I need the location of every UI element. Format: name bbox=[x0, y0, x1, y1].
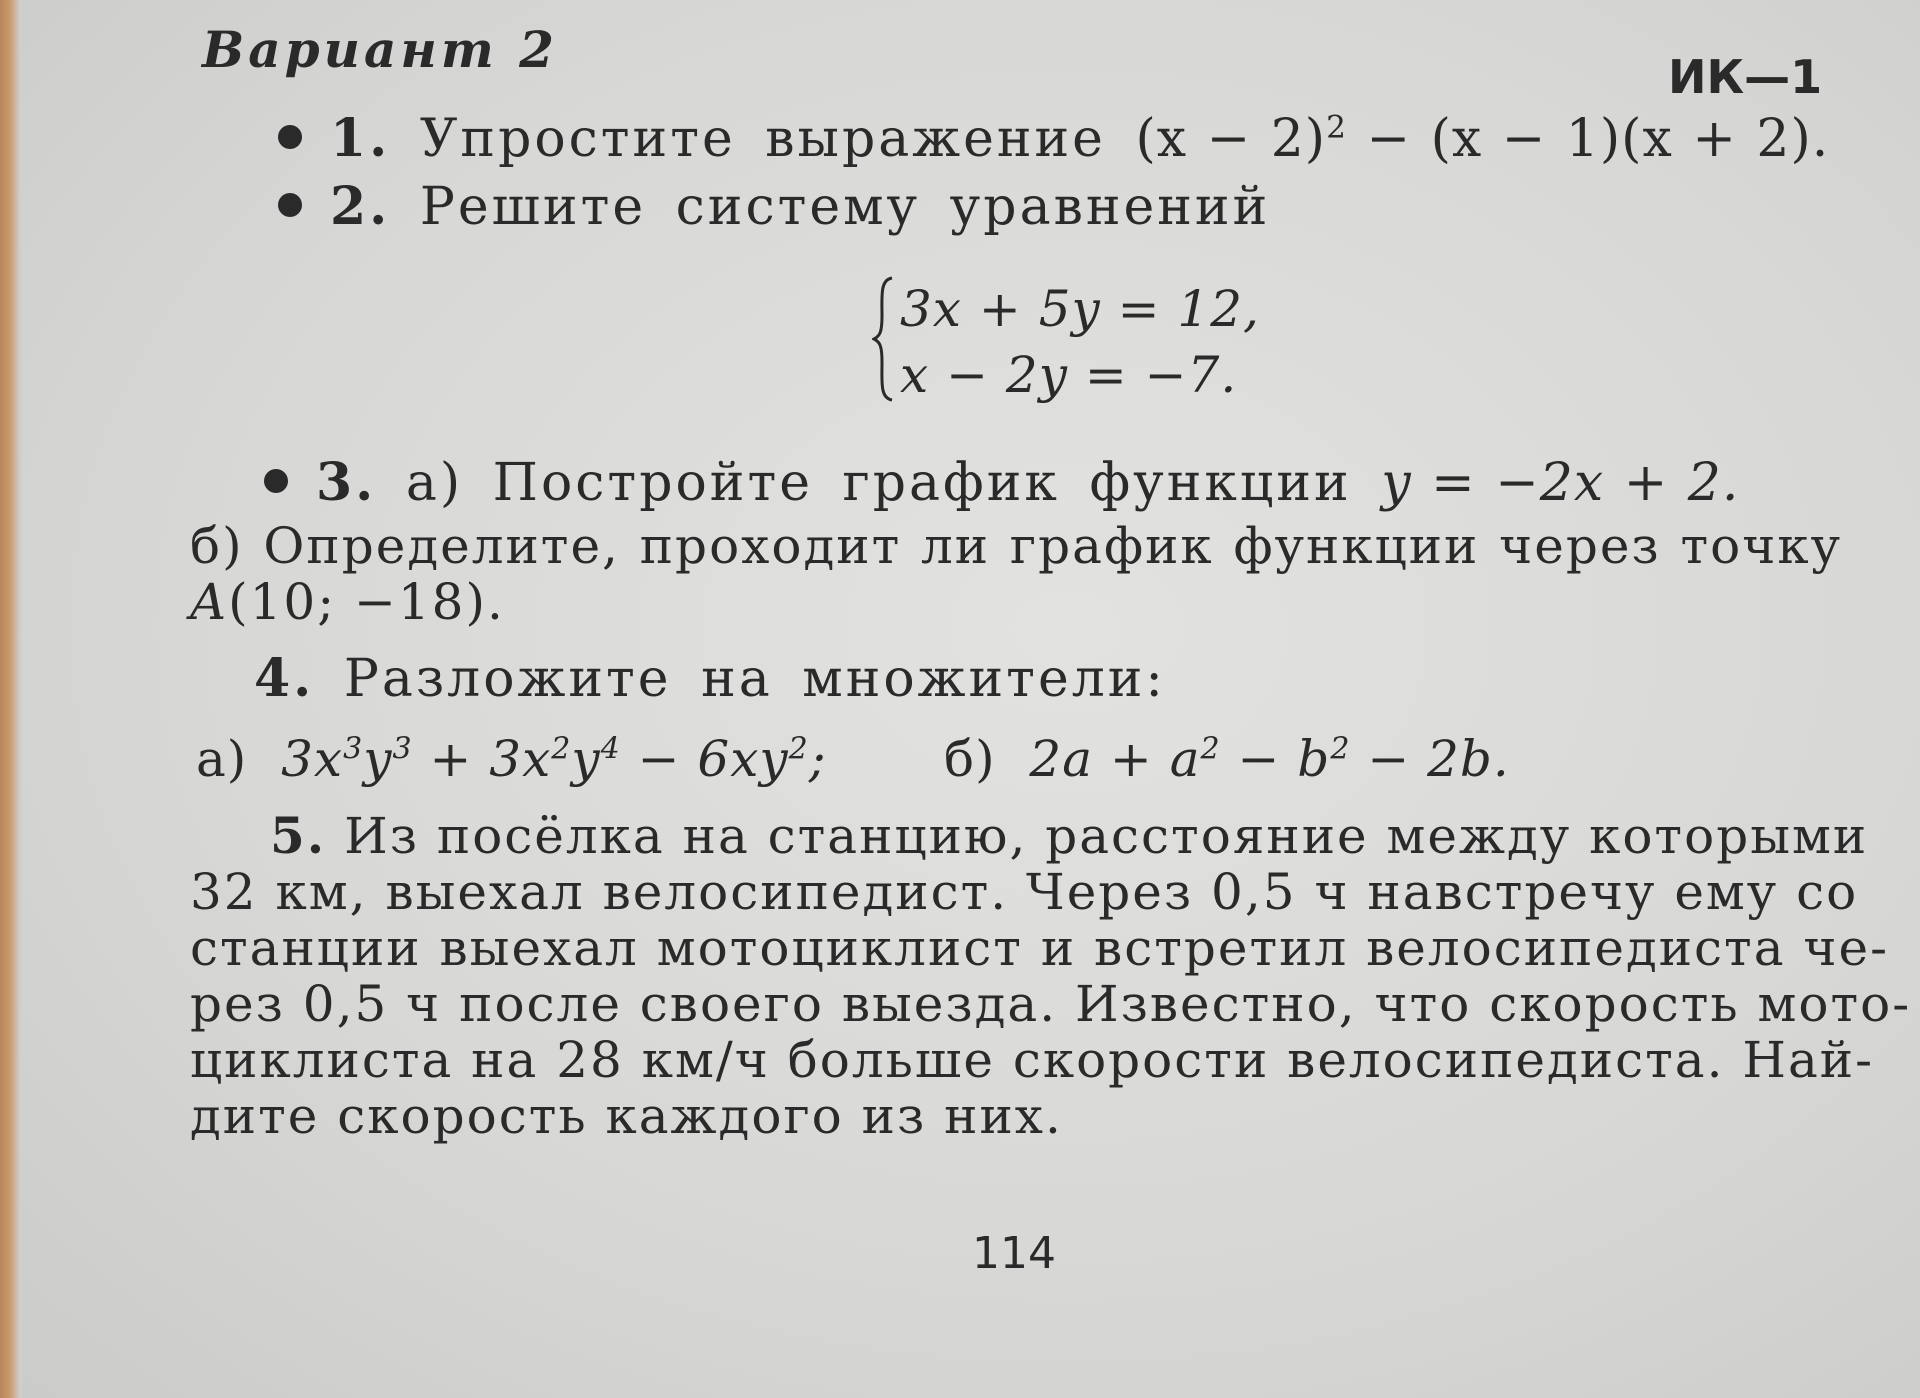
task-5-line-5: циклиста на 28 км/ч больше скорости велосипедиста. Най- bbox=[190, 1031, 1875, 1089]
task-3a-expression: y = −2x + 2. bbox=[1381, 453, 1740, 513]
task-1-expression: $(x - 2)^2 - (x - 1)(x + 2)$. bbox=[1135, 109, 1830, 169]
task-2-number: 2. bbox=[330, 176, 391, 237]
task-5 bbox=[190, 806, 1912, 1145]
task-5-line-4: рез 0,5 ч после своего выезда. Известно, что скорость мото- bbox=[190, 975, 1912, 1033]
task-4 bbox=[254, 648, 1166, 709]
task-4b-label: б) bbox=[944, 730, 996, 788]
task-1-text: Упростите выражение bbox=[419, 109, 1106, 169]
task-1-number: 1. bbox=[330, 108, 391, 169]
required-bullet-icon bbox=[264, 469, 288, 493]
task-5-line-1: 5. Из посёлка на станцию, расстояние между которыми bbox=[270, 806, 1869, 865]
task-4a-label: а) bbox=[196, 730, 248, 788]
task-3-number: 3. bbox=[316, 452, 377, 513]
required-bullet-icon bbox=[278, 193, 302, 217]
variant-title: Вариант 2 bbox=[202, 20, 558, 79]
task-3b-line-2: A(10; −18). bbox=[190, 573, 505, 631]
task-4-number: 4. bbox=[254, 648, 315, 709]
page-number: 114 bbox=[972, 1228, 1056, 1279]
system-equation-2: x − 2y = −7. bbox=[900, 346, 1238, 404]
task-2 bbox=[278, 176, 1270, 237]
task-3 bbox=[264, 452, 1739, 513]
task-3b bbox=[190, 518, 1842, 630]
system-equation-1: 3x + 5y = 12, bbox=[900, 280, 1260, 338]
task-3a-label: а) bbox=[405, 453, 464, 513]
task-3b-line-1: б) Определите, проходит ли график функции через точку bbox=[190, 517, 1842, 575]
task-5-line-6: дите скорость каждого из них. bbox=[190, 1087, 1063, 1145]
system-brace-icon bbox=[872, 276, 894, 402]
required-bullet-icon bbox=[278, 125, 302, 149]
task-4b bbox=[944, 730, 1510, 788]
task-5-number: 5. bbox=[270, 806, 327, 865]
task-4b-expression: $2a + a^2 - b^2 - 2b$. bbox=[1029, 730, 1510, 788]
task-4-text: Разложите на множители: bbox=[343, 649, 1166, 709]
textbook-page bbox=[22, 0, 1920, 1398]
task-2-text: Решите систему уравнений bbox=[419, 177, 1271, 237]
task-1 bbox=[278, 108, 1829, 169]
task-4a-expression: $3x^3y^3 + 3x^2y^4 - 6xy^2$; bbox=[281, 730, 827, 788]
task-5-line-3: станции выехал мотоциклист и встретил велосипедиста че- bbox=[190, 919, 1889, 977]
task-3a-text: Постройте график функции bbox=[492, 453, 1352, 513]
task-4a bbox=[196, 730, 827, 788]
task-5-line-2: 32 км, выехал велосипедист. Через 0,5 ч навстречу ему со bbox=[190, 863, 1859, 921]
section-code: ИК—1 bbox=[1668, 50, 1823, 104]
